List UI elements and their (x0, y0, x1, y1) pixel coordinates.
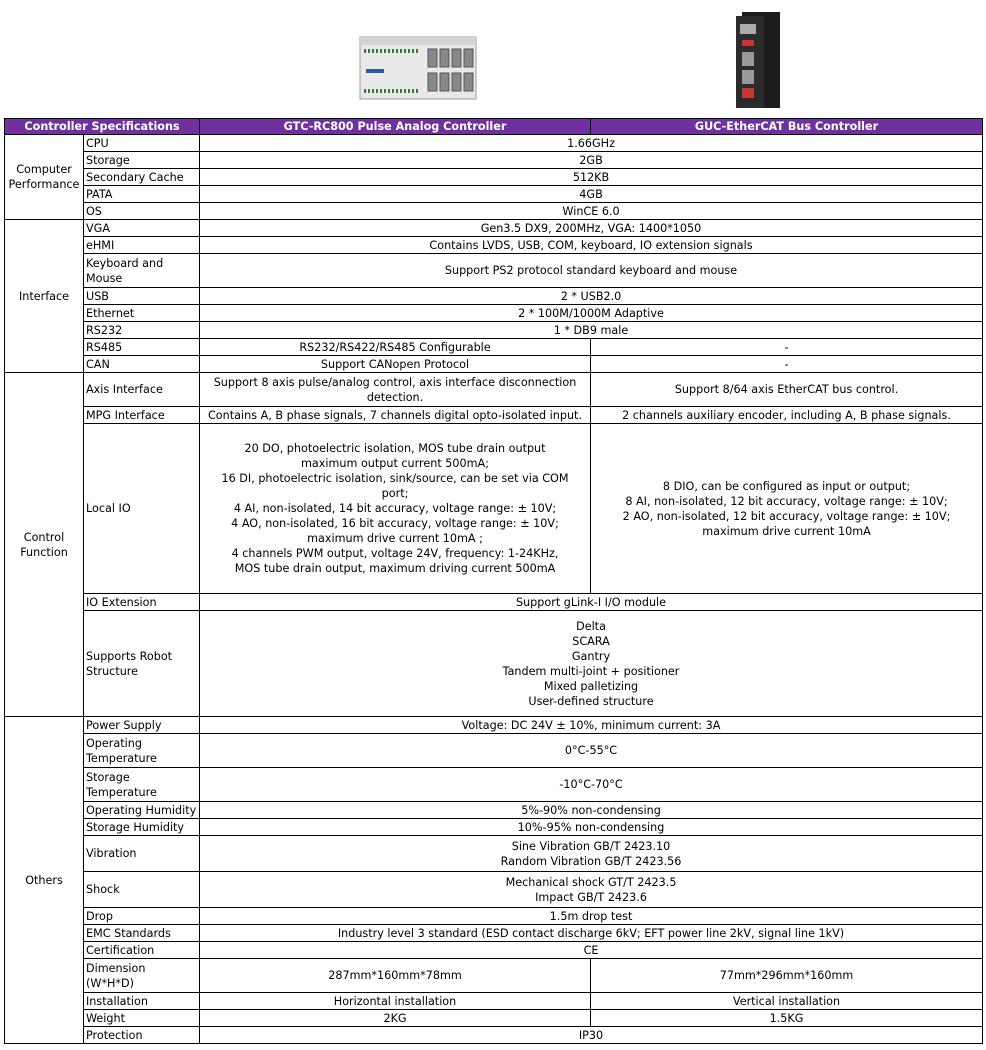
row-value-pata: 4GB (200, 186, 983, 203)
table-row (5, 836, 983, 872)
row-label-os: OS (84, 203, 200, 220)
row-label-usb: USB (84, 288, 200, 305)
row-value-usb: 2 * USB2.0 (200, 288, 983, 305)
table-row (5, 254, 983, 288)
row-value-axis-guc: Support 8/64 axis EtherCAT bus control. (591, 373, 983, 407)
row-value-dimension-guc: 77mm*296mm*160mm (591, 959, 983, 993)
row-value-vga: Gen3.5 DX9, 200MHz, VGA: 1400*1050 (200, 220, 983, 237)
row-label-certification: Certification (84, 942, 200, 959)
row-value-local-io-gtc: 20 DO, photoelectric isolation, MOS tube drain output maximum output current 500mA; 16 DI, photoelectric isolation, sink/source, can be set via COM port; 4 AI, non-isolated, 14 bit accuracy, voltage range: ± 10V; 4 AO, non-isolated, 16 bit accuracy, voltage range: ± 10V; maximum drive current 10mA ; 4 channels PWM output, voltage 24V, frequency: 1-24KHz, MOS tube drain output, maximum driving current 500mA (200, 424, 591, 594)
specifications-table (4, 118, 983, 1044)
table-row (5, 152, 983, 169)
row-label-secondary-cache: Secondary Cache (84, 169, 200, 186)
row-value-robot-structure: Delta SCARA Gantry Tandem multi-joint + positioner Mixed palletizing User-defined structure (200, 611, 983, 717)
table-row (5, 305, 983, 322)
row-value-rs485-guc: - (591, 339, 983, 356)
row-value-weight-gtc: 2KG (200, 1010, 591, 1027)
row-value-mpg-gtc: Contains A, B phase signals, 7 channels digital opto-isolated input. (200, 407, 591, 424)
row-label-can: CAN (84, 356, 200, 373)
table-row (5, 993, 983, 1010)
row-value-shock: Mechanical shock GT/T 2423.5 Impact GB/T 2423.6 (200, 872, 983, 908)
row-value-keyboard-mouse: Support PS2 protocol standard keyboard and mouse (200, 254, 983, 288)
table-row (5, 237, 983, 254)
row-value-ethernet: 2 * 100M/1000M Adaptive (200, 305, 983, 322)
row-value-dimension-gtc: 287mm*160mm*78mm (200, 959, 591, 993)
row-value-installation-gtc: Horizontal installation (200, 993, 591, 1010)
header-gtc-rc800: GTC-RC800 Pulse Analog Controller (200, 119, 591, 135)
table-row (5, 373, 983, 407)
row-value-rs232: 1 * DB9 male (200, 322, 983, 339)
row-value-can-gtc: Support CANopen Protocol (200, 356, 591, 373)
guc-ethercat-controller-image (736, 12, 782, 108)
row-label-vibration: Vibration (84, 836, 200, 872)
row-label-installation: Installation (84, 993, 200, 1010)
table-row (5, 288, 983, 305)
row-value-storage: 2GB (200, 152, 983, 169)
row-label-robot-structure: Supports Robot Structure (84, 611, 200, 717)
table-row (5, 1027, 983, 1044)
row-value-ehmi: Contains LVDS, USB, COM, keyboard, IO extension signals (200, 237, 983, 254)
table-row (5, 203, 983, 220)
row-value-os: WinCE 6.0 (200, 203, 983, 220)
row-label-power-supply: Power Supply (84, 717, 200, 734)
row-label-io-extension: IO Extension (84, 594, 200, 611)
row-value-vibration: Sine Vibration GB/T 2423.10 Random Vibration GB/T 2423.56 (200, 836, 983, 872)
row-label-shock: Shock (84, 872, 200, 908)
category-others: Others (5, 717, 84, 1044)
table-row (5, 220, 983, 237)
table-row (5, 322, 983, 339)
row-value-can-guc: - (591, 356, 983, 373)
row-label-weight: Weight (84, 1010, 200, 1027)
table-row (5, 594, 983, 611)
row-label-vga: VGA (84, 220, 200, 237)
row-value-io-extension: Support gLink-I I/O module (200, 594, 983, 611)
row-label-storage-humidity: Storage Humidity (84, 819, 200, 836)
table-row (5, 186, 983, 203)
row-value-weight-guc: 1.5KG (591, 1010, 983, 1027)
table-row (5, 819, 983, 836)
row-label-ethernet: Ethernet (84, 305, 200, 322)
row-label-rs485: RS485 (84, 339, 200, 356)
header-controller-specifications: Controller Specifications (5, 119, 200, 135)
table-row (5, 768, 983, 802)
table-row (5, 717, 983, 734)
row-label-drop: Drop (84, 908, 200, 925)
row-value-mpg-guc: 2 channels auxiliary encoder, including A, B phase signals. (591, 407, 983, 424)
table-row (5, 356, 983, 373)
row-value-rs485-gtc: RS232/RS422/RS485 Configurable (200, 339, 591, 356)
table-row (5, 135, 983, 152)
row-value-storage-humidity: 10%-95% non-condensing (200, 819, 983, 836)
header-guc-ethercat: GUC-EtherCAT Bus Controller (591, 119, 983, 135)
row-label-emc-standards: EMC Standards (84, 925, 200, 942)
row-label-mpg-interface: MPG Interface (84, 407, 200, 424)
row-value-axis-gtc: Support 8 axis pulse/analog control, axis interface disconnection detection. (200, 373, 591, 407)
row-value-operating-temperature: 0°C-55°C (200, 734, 983, 768)
table-row (5, 339, 983, 356)
row-value-installation-guc: Vertical installation (591, 993, 983, 1010)
table-row (5, 959, 983, 993)
row-label-operating-temperature: Operating Temperature (84, 734, 200, 768)
table-row (5, 925, 983, 942)
row-value-protection: IP30 (200, 1027, 983, 1044)
row-label-operating-humidity: Operating Humidity (84, 802, 200, 819)
product-images (0, 0, 986, 118)
table-row (5, 169, 983, 186)
category-interface: Interface (5, 220, 84, 373)
table-row (5, 424, 983, 594)
category-computer-performance: Computer Performance (5, 135, 84, 220)
row-label-cpu: CPU (84, 135, 200, 152)
row-value-drop: 1.5m drop test (200, 908, 983, 925)
table-row (5, 1010, 983, 1027)
row-value-cpu: 1.66GHz (200, 135, 983, 152)
row-value-local-io-guc: 8 DIO, can be configured as input or output; 8 AI, non-isolated, 12 bit accuracy, voltage range: ± 10V; 2 AO, non-isolated, 12 bit accuracy, voltage range: ± 10V; maximum drive current 10mA (591, 424, 983, 594)
table-row (5, 908, 983, 925)
row-value-storage-temperature: -10°C-70°C (200, 768, 983, 802)
row-value-emc-standards: Industry level 3 standard (ESD contact discharge 6kV; EFT power line 2kV, signal line 1kV) (200, 925, 983, 942)
row-label-axis-interface: Axis Interface (84, 373, 200, 407)
row-label-storage: Storage (84, 152, 200, 169)
table-row (5, 407, 983, 424)
row-label-protection: Protection (84, 1027, 200, 1044)
table-row (5, 802, 983, 819)
row-label-rs232: RS232 (84, 322, 200, 339)
row-label-storage-temperature: Storage Temperature (84, 768, 200, 802)
table-row (5, 734, 983, 768)
row-label-local-io: Local IO (84, 424, 200, 594)
row-label-pata: PATA (84, 186, 200, 203)
category-control-function: Control Function (5, 373, 84, 717)
row-value-operating-humidity: 5%-90% non-condensing (200, 802, 983, 819)
table-header-row (5, 119, 983, 135)
table-row (5, 872, 983, 908)
row-value-power-supply: Voltage: DC 24V ± 10%, minimum current: 3A (200, 717, 983, 734)
table-row (5, 942, 983, 959)
row-value-secondary-cache: 512KB (200, 169, 983, 186)
row-label-keyboard-mouse: Keyboard and Mouse (84, 254, 200, 288)
row-value-certification: CE (200, 942, 983, 959)
table-row (5, 611, 983, 717)
gtc-rc800-controller-image (358, 33, 478, 103)
row-label-dimension: Dimension (W*H*D) (84, 959, 200, 993)
row-label-ehmi: eHMI (84, 237, 200, 254)
